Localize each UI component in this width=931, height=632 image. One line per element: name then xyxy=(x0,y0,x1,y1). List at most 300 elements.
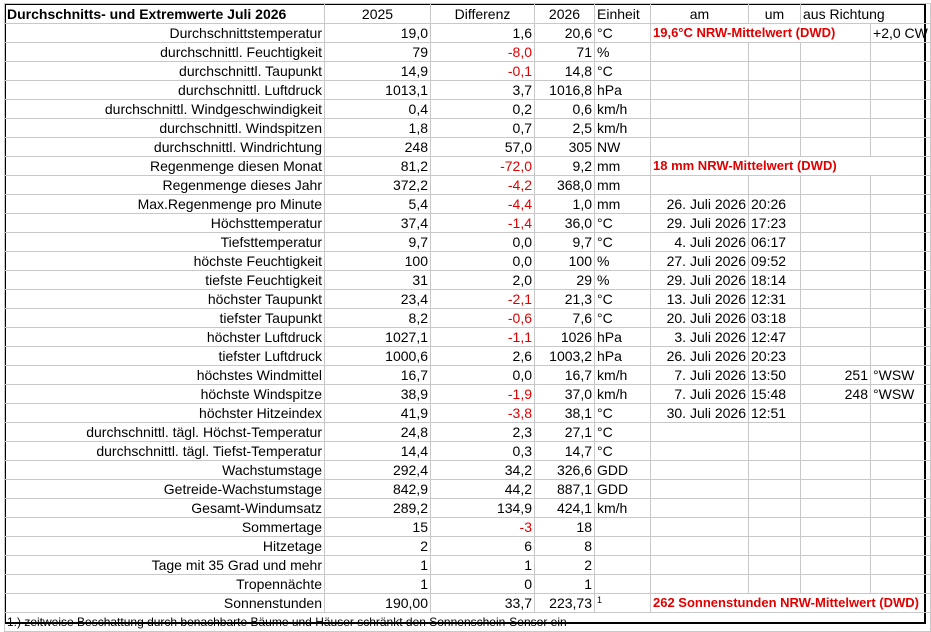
date-cell xyxy=(651,138,749,157)
unit-cell: °C xyxy=(595,290,651,309)
direction-degrees xyxy=(801,252,871,271)
table-row xyxy=(5,461,931,480)
unit-cell: °C xyxy=(595,423,651,442)
direction-degrees xyxy=(801,309,871,328)
value-diff: -4,2 xyxy=(431,176,535,195)
value-2026: 1026 xyxy=(535,328,595,347)
direction-degrees xyxy=(801,404,871,423)
row-label: durchschnittl. Windspitzen xyxy=(5,119,325,138)
value-2025: 292,4 xyxy=(325,461,431,480)
date-cell xyxy=(651,499,749,518)
col-header-am: am xyxy=(651,4,749,24)
direction-degrees xyxy=(801,119,871,138)
value-2026: 887,1 xyxy=(535,480,595,499)
value-diff: 0,0 xyxy=(431,252,535,271)
unit-cell: % xyxy=(595,252,651,271)
unit-cell: °C xyxy=(595,404,651,423)
date-cell: 27. Juli 2026 xyxy=(651,252,749,271)
time-cell xyxy=(749,442,801,461)
direction-degrees xyxy=(801,176,871,195)
time-cell xyxy=(749,575,801,594)
direction-degrees xyxy=(801,214,871,233)
value-2025: 16,7 xyxy=(325,366,431,385)
value-2025: 38,9 xyxy=(325,385,431,404)
direction-degrees: 251 xyxy=(801,366,871,385)
time-cell xyxy=(749,537,801,556)
header-row xyxy=(5,4,931,24)
table-row xyxy=(5,423,931,442)
table-row xyxy=(5,480,931,499)
direction-name xyxy=(871,233,931,252)
value-2026: 27,1 xyxy=(535,423,595,442)
time-cell xyxy=(749,62,801,81)
table-row xyxy=(5,290,931,309)
date-cell xyxy=(651,81,749,100)
direction-name xyxy=(871,499,931,518)
value-2026: 1003,2 xyxy=(535,347,595,366)
direction-degrees xyxy=(801,347,871,366)
value-diff: -3 xyxy=(431,518,535,537)
direction-name xyxy=(871,309,931,328)
value-2026: 18 xyxy=(535,518,595,537)
unit-cell: km/h xyxy=(595,366,651,385)
value-diff: 0,0 xyxy=(431,233,535,252)
direction-name xyxy=(871,100,931,119)
date-cell: 20. Juli 2026 xyxy=(651,309,749,328)
time-cell xyxy=(749,100,801,119)
row-label: Gesamt-Windumsatz xyxy=(5,499,325,518)
direction-degrees xyxy=(801,518,871,537)
col-header-2026: 2026 xyxy=(535,4,595,24)
date-cell: 3. Juli 2026 xyxy=(651,328,749,347)
date-cell xyxy=(651,461,749,480)
unit-cell xyxy=(595,556,651,575)
value-2026: 100 xyxy=(535,252,595,271)
direction-name xyxy=(871,480,931,499)
table-body xyxy=(5,24,931,613)
time-cell: 17:23 xyxy=(749,214,801,233)
unit-cell: % xyxy=(595,43,651,62)
unit-cell: °C xyxy=(595,62,651,81)
time-cell xyxy=(749,176,801,195)
value-2025: 14,4 xyxy=(325,442,431,461)
date-cell xyxy=(651,43,749,62)
row-label: höchster Hitzeindex xyxy=(5,404,325,423)
direction-degrees xyxy=(801,499,871,518)
weather-stats-table xyxy=(4,3,931,632)
value-diff: -3,8 xyxy=(431,404,535,423)
value-2026: 37,0 xyxy=(535,385,595,404)
value-2025: 1 xyxy=(325,575,431,594)
unit-cell: °C xyxy=(595,309,651,328)
direction-degrees xyxy=(801,328,871,347)
unit-cell: mm xyxy=(595,195,651,214)
col-header-diff: Differenz xyxy=(431,4,535,24)
value-2026: 7,6 xyxy=(535,309,595,328)
value-2026: 223,73 xyxy=(535,594,595,613)
row-label: Getreide-Wachstumstage xyxy=(5,480,325,499)
direction-degrees xyxy=(801,480,871,499)
direction-name xyxy=(871,423,931,442)
value-diff: -0,1 xyxy=(431,62,535,81)
unit-cell xyxy=(595,537,651,556)
value-diff: 2,0 xyxy=(431,271,535,290)
value-diff: 57,0 xyxy=(431,138,535,157)
row-label: Sommertage xyxy=(5,518,325,537)
date-cell: 26. Juli 2026 xyxy=(651,347,749,366)
value-2026: 14,8 xyxy=(535,62,595,81)
row-label: durchschnittl. Luftdruck xyxy=(5,81,325,100)
value-2025: 372,2 xyxy=(325,176,431,195)
value-diff: 44,2 xyxy=(431,480,535,499)
direction-name xyxy=(871,214,931,233)
value-2026: 1,0 xyxy=(535,195,595,214)
value-diff: 0,2 xyxy=(431,100,535,119)
row-label: höchster Luftdruck xyxy=(5,328,325,347)
row-label: tiefste Feuchtigkeit xyxy=(5,271,325,290)
table-row xyxy=(5,252,931,271)
value-2026: 1016,8 xyxy=(535,81,595,100)
table-row xyxy=(5,537,931,556)
direction-name xyxy=(871,328,931,347)
deviation-value: +2,0 CW xyxy=(871,24,931,43)
unit-cell xyxy=(595,575,651,594)
table-row xyxy=(5,442,931,461)
direction-name xyxy=(871,176,931,195)
value-2025: 248 xyxy=(325,138,431,157)
value-2025: 1 xyxy=(325,556,431,575)
value-2026: 16,7 xyxy=(535,366,595,385)
value-2025: 5,4 xyxy=(325,195,431,214)
direction-name xyxy=(871,195,931,214)
table-row xyxy=(5,366,931,385)
value-2026: 21,3 xyxy=(535,290,595,309)
date-cell xyxy=(651,442,749,461)
row-label: Regenmenge diesen Monat xyxy=(5,157,325,176)
direction-name xyxy=(871,575,931,594)
unit-cell: °C xyxy=(595,442,651,461)
direction-name xyxy=(871,81,931,100)
value-diff: 134,9 xyxy=(431,499,535,518)
value-diff: -72,0 xyxy=(431,157,535,176)
table-row xyxy=(5,100,931,119)
value-diff: 1,6 xyxy=(431,24,535,43)
time-cell xyxy=(749,480,801,499)
dwd-reference-note: 18 mm NRW-Mittelwert (DWD) xyxy=(651,157,931,176)
date-cell xyxy=(651,575,749,594)
row-label: Regenmenge dieses Jahr xyxy=(5,176,325,195)
row-label: Tropennächte xyxy=(5,575,325,594)
value-2025: 100 xyxy=(325,252,431,271)
value-diff: -4,4 xyxy=(431,195,535,214)
direction-name xyxy=(871,252,931,271)
time-cell: 20:26 xyxy=(749,195,801,214)
value-2026: 9,7 xyxy=(535,233,595,252)
value-2026: 424,1 xyxy=(535,499,595,518)
row-label: durchschnittl. tägl. Höchst-Temperatur xyxy=(5,423,325,442)
table-row xyxy=(5,271,931,290)
table-row xyxy=(5,176,931,195)
value-diff: -1,9 xyxy=(431,385,535,404)
col-header-um: um xyxy=(749,4,801,24)
direction-degrees xyxy=(801,442,871,461)
value-2025: 15 xyxy=(325,518,431,537)
unit-cell xyxy=(595,594,651,613)
row-label: höchster Taupunkt xyxy=(5,290,325,309)
date-cell xyxy=(651,556,749,575)
value-2025: 9,7 xyxy=(325,233,431,252)
value-2026: 14,7 xyxy=(535,442,595,461)
footnote-marker: 1 xyxy=(597,595,603,605)
value-diff: 0 xyxy=(431,575,535,594)
table-row xyxy=(5,43,931,62)
row-label: Tiefsttemperatur xyxy=(5,233,325,252)
value-diff: 0,3 xyxy=(431,442,535,461)
direction-degrees xyxy=(801,556,871,575)
time-cell xyxy=(749,518,801,537)
value-2025: 81,2 xyxy=(325,157,431,176)
time-cell: 12:51 xyxy=(749,404,801,423)
row-label: durchschnittl. Windgeschwindigkeit xyxy=(5,100,325,119)
date-cell xyxy=(651,537,749,556)
table-row xyxy=(5,594,931,613)
value-2025: 289,2 xyxy=(325,499,431,518)
direction-name xyxy=(871,537,931,556)
unit-cell: mm xyxy=(595,157,651,176)
direction-degrees xyxy=(801,461,871,480)
date-cell: 13. Juli 2026 xyxy=(651,290,749,309)
table-row xyxy=(5,233,931,252)
unit-cell: °C xyxy=(595,233,651,252)
value-diff: -1,4 xyxy=(431,214,535,233)
direction-name xyxy=(871,271,931,290)
value-2026: 2 xyxy=(535,556,595,575)
direction-name xyxy=(871,461,931,480)
time-cell: 13:50 xyxy=(749,366,801,385)
time-cell: 20:23 xyxy=(749,347,801,366)
value-diff: 33,7 xyxy=(431,594,535,613)
value-2025: 31 xyxy=(325,271,431,290)
unit-cell: GDD xyxy=(595,480,651,499)
direction-degrees xyxy=(801,81,871,100)
col-header-unit: Einheit xyxy=(595,4,651,24)
value-2025: 2 xyxy=(325,537,431,556)
row-label: Sonnenstunden xyxy=(5,594,325,613)
col-header-direction: aus Richtung xyxy=(801,4,931,24)
table-row xyxy=(5,214,931,233)
value-2026: 71 xyxy=(535,43,595,62)
value-2026: 36,0 xyxy=(535,214,595,233)
unit-cell: °C xyxy=(595,214,651,233)
row-label: Höchsttemperatur xyxy=(5,214,325,233)
value-diff: 0,7 xyxy=(431,119,535,138)
time-cell xyxy=(749,423,801,442)
time-cell xyxy=(749,81,801,100)
table-row xyxy=(5,195,931,214)
row-label: durchschnittl. Feuchtigkeit xyxy=(5,43,325,62)
direction-name: °WSW xyxy=(871,385,931,404)
footer-row xyxy=(5,613,931,632)
value-diff: -1,1 xyxy=(431,328,535,347)
value-diff: 2,6 xyxy=(431,347,535,366)
row-label: Tage mit 35 Grad und mehr xyxy=(5,556,325,575)
date-cell xyxy=(651,62,749,81)
direction-degrees xyxy=(801,423,871,442)
time-cell xyxy=(749,43,801,62)
table-row xyxy=(5,347,931,366)
time-cell: 15:48 xyxy=(749,385,801,404)
value-diff: 1 xyxy=(431,556,535,575)
value-diff: -0,6 xyxy=(431,309,535,328)
unit-cell: °C xyxy=(595,24,651,43)
table-row xyxy=(5,157,931,176)
value-2025: 1027,1 xyxy=(325,328,431,347)
value-2026: 0,6 xyxy=(535,100,595,119)
row-label: höchste Windspitze xyxy=(5,385,325,404)
unit-cell: hPa xyxy=(595,328,651,347)
direction-name xyxy=(871,62,931,81)
row-label: Wachstumstage xyxy=(5,461,325,480)
date-cell: 7. Juli 2026 xyxy=(651,366,749,385)
value-2025: 14,9 xyxy=(325,62,431,81)
table-row xyxy=(5,328,931,347)
table-row xyxy=(5,138,931,157)
value-2026: 368,0 xyxy=(535,176,595,195)
value-2026: 326,6 xyxy=(535,461,595,480)
dwd-reference-note: 19,6°C NRW-Mittelwert (DWD) xyxy=(651,24,871,43)
time-cell: 18:14 xyxy=(749,271,801,290)
row-label: durchschnittl. tägl. Tiefst-Temperatur xyxy=(5,442,325,461)
row-label: Max.Regenmenge pro Minute xyxy=(5,195,325,214)
date-cell: 4. Juli 2026 xyxy=(651,233,749,252)
date-cell xyxy=(651,176,749,195)
date-cell: 29. Juli 2026 xyxy=(651,214,749,233)
value-2026: 2,5 xyxy=(535,119,595,138)
value-2026: 20,6 xyxy=(535,24,595,43)
col-header-2025: 2025 xyxy=(325,4,431,24)
time-cell: 12:47 xyxy=(749,328,801,347)
table-row xyxy=(5,404,931,423)
table-row xyxy=(5,385,931,404)
direction-name xyxy=(871,404,931,423)
direction-degrees xyxy=(801,575,871,594)
unit-cell: hPa xyxy=(595,81,651,100)
table-row xyxy=(5,518,931,537)
value-diff: 2,3 xyxy=(431,423,535,442)
value-2026: 1 xyxy=(535,575,595,594)
time-cell: 12:31 xyxy=(749,290,801,309)
time-cell xyxy=(749,119,801,138)
value-2025: 842,9 xyxy=(325,480,431,499)
value-diff: -8,0 xyxy=(431,43,535,62)
date-cell xyxy=(651,518,749,537)
row-label: Durchschnittstemperatur xyxy=(5,24,325,43)
value-2025: 1000,6 xyxy=(325,347,431,366)
direction-degrees xyxy=(801,138,871,157)
direction-degrees xyxy=(801,233,871,252)
time-cell xyxy=(749,499,801,518)
direction-degrees xyxy=(801,43,871,62)
direction-name xyxy=(871,556,931,575)
date-cell xyxy=(651,100,749,119)
table-row xyxy=(5,575,931,594)
row-label: höchste Feuchtigkeit xyxy=(5,252,325,271)
value-2025: 41,9 xyxy=(325,404,431,423)
table-row xyxy=(5,499,931,518)
value-2026: 9,2 xyxy=(535,157,595,176)
direction-degrees xyxy=(801,195,871,214)
time-cell: 06:17 xyxy=(749,233,801,252)
row-label: durchschnittl. Windrichtung xyxy=(5,138,325,157)
value-2025: 79 xyxy=(325,43,431,62)
row-label: tiefster Luftdruck xyxy=(5,347,325,366)
direction-degrees: 248 xyxy=(801,385,871,404)
value-2025: 8,2 xyxy=(325,309,431,328)
direction-degrees xyxy=(801,271,871,290)
value-2025: 1,8 xyxy=(325,119,431,138)
time-cell: 03:18 xyxy=(749,309,801,328)
table-row xyxy=(5,556,931,575)
direction-degrees xyxy=(801,290,871,309)
unit-cell: NW xyxy=(595,138,651,157)
date-cell: 7. Juli 2026 xyxy=(651,385,749,404)
value-2025: 190,00 xyxy=(325,594,431,613)
date-cell: 26. Juli 2026 xyxy=(651,195,749,214)
unit-cell: km/h xyxy=(595,119,651,138)
date-cell xyxy=(651,119,749,138)
value-2025: 23,4 xyxy=(325,290,431,309)
footnote: 1.) zeitweise Beschattung durch benachbarte Bäume und Häuser schränkt den Sonnenschein-Sensor ein xyxy=(5,613,931,632)
direction-degrees xyxy=(801,100,871,119)
date-cell xyxy=(651,423,749,442)
value-2025: 37,4 xyxy=(325,214,431,233)
direction-name xyxy=(871,43,931,62)
value-2026: 29 xyxy=(535,271,595,290)
direction-name xyxy=(871,138,931,157)
table-row xyxy=(5,309,931,328)
unit-cell: km/h xyxy=(595,499,651,518)
time-cell xyxy=(749,461,801,480)
value-2026: 305 xyxy=(535,138,595,157)
value-diff: 0,0 xyxy=(431,366,535,385)
row-label: tiefster Taupunkt xyxy=(5,309,325,328)
direction-degrees xyxy=(801,537,871,556)
table-row xyxy=(5,62,931,81)
direction-name xyxy=(871,119,931,138)
value-diff: 3,7 xyxy=(431,81,535,100)
table-title: Durchschnitts- und Extremwerte Juli 2026 xyxy=(5,4,325,24)
value-diff: 34,2 xyxy=(431,461,535,480)
table-row xyxy=(5,81,931,100)
value-2025: 1013,1 xyxy=(325,81,431,100)
date-cell: 29. Juli 2026 xyxy=(651,271,749,290)
value-2025: 24,8 xyxy=(325,423,431,442)
unit-cell: hPa xyxy=(595,347,651,366)
direction-name xyxy=(871,347,931,366)
value-2026: 8 xyxy=(535,537,595,556)
unit-cell: km/h xyxy=(595,100,651,119)
value-diff: 6 xyxy=(431,537,535,556)
unit-cell: GDD xyxy=(595,461,651,480)
direction-name xyxy=(871,442,931,461)
unit-cell: mm xyxy=(595,176,651,195)
time-cell xyxy=(749,556,801,575)
unit-cell: km/h xyxy=(595,385,651,404)
time-cell: 09:52 xyxy=(749,252,801,271)
value-2025: 0,4 xyxy=(325,100,431,119)
dwd-reference-note: 262 Sonnenstunden NRW-Mittelwert (DWD) xyxy=(651,594,931,613)
direction-name: °WSW xyxy=(871,366,931,385)
